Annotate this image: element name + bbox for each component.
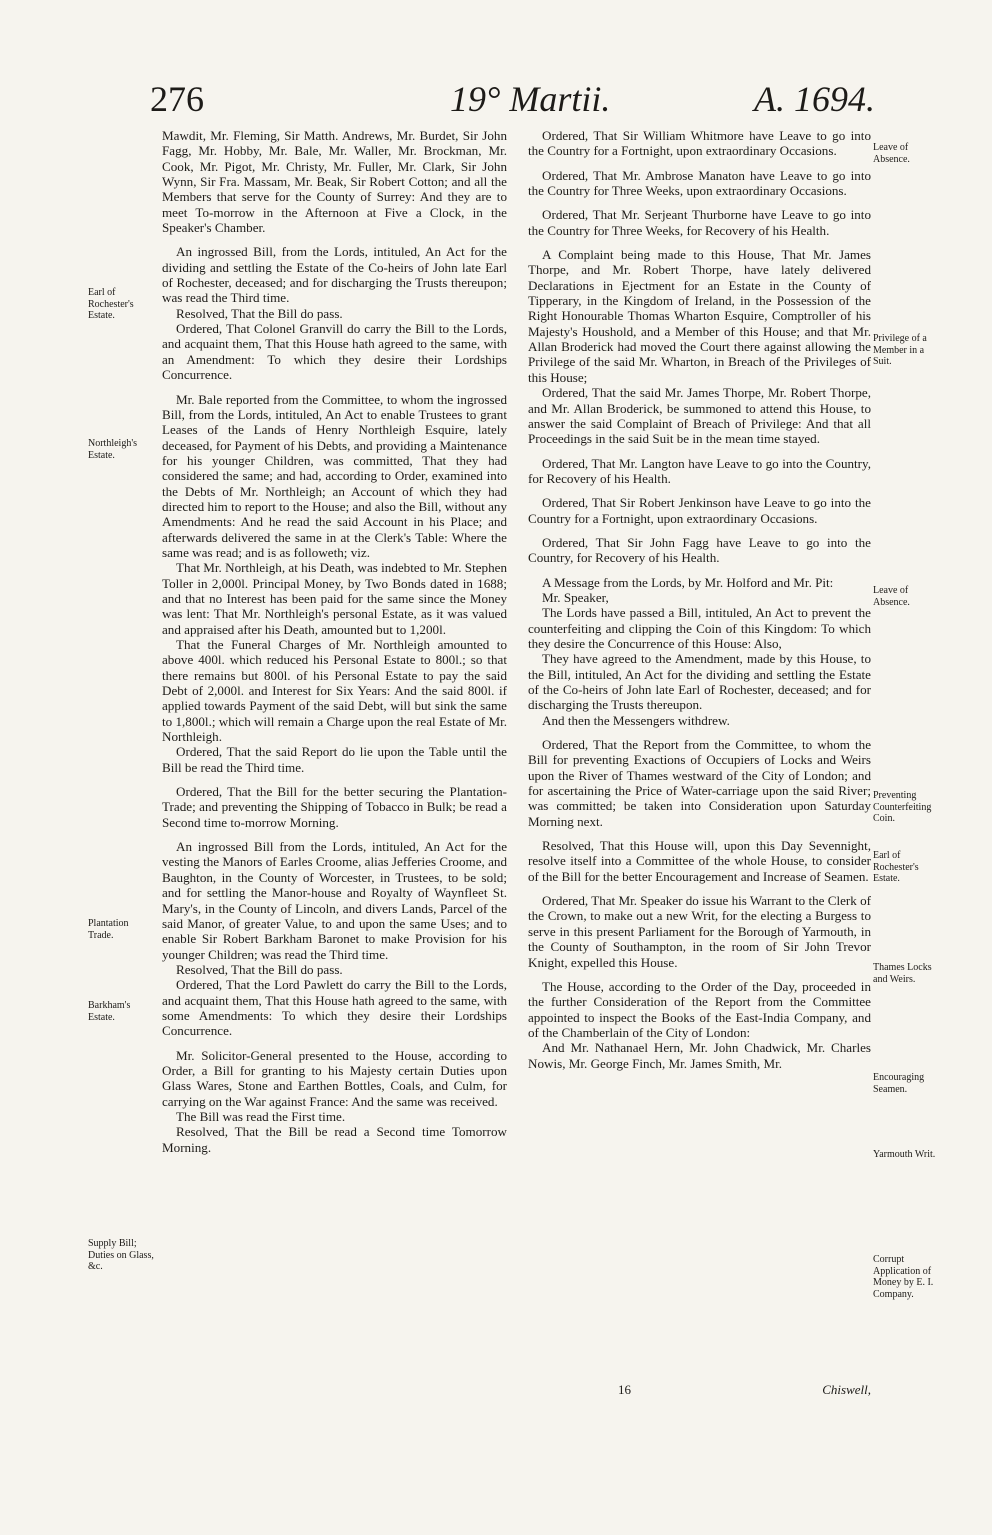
- margin-note-east-india: Corrupt Application of Money by E. I. Company.: [873, 1254, 934, 1300]
- paragraph: Ordered, That the Bill for the better securing the Plantation-Trade; and preventing the Shipping of Tobacco in Bulk; be read a Second time to-morrow Morning.: [162, 784, 507, 830]
- paragraph: Mr. Bale reported from the Committee, to whom the ingrossed Bill, from the Lords, intituled, An Act to enable Trustees to grant Leases of the Lands of Henry Northleigh Esquire, lately deceased, for Payment of his Debts, and providing a Maintenance for his younger Children, was committed, That they had considered the same; and had, according to Order, examined into the Debts of Mr. Northleigh; an Account of which they had directed him to report to the House; and also the Bill, without any Amendments: And he read the said Account in his Place; and afterwards delivered the same in at the Clerk's Table: Where the same was read; and is as followeth; viz.: [162, 391, 507, 560]
- margin-note-rochester-estate-2: Earl of Rochester's Estate.: [873, 850, 919, 884]
- paragraph: That Mr. Northleigh, at his Death, was indebted to Mr. Stephen Toller in 2,000l. Principal Money, by Two Bonds dated in 1688; and that no Interest has been paid for the same since the Money was lent: That Mr. Northleigh's personal Estate, as it was valued and appraised after his Death, amounted but to 1,200l.: [162, 560, 507, 637]
- paragraph: Ordered, That Mr. Langton have Leave to go into the Country, for Recovery of his Health.: [528, 455, 871, 486]
- margin-note-leave-absence-2: Leave of Absence.: [873, 585, 910, 608]
- paragraph: Ordered, That Sir John Fagg have Leave to go into the Country, for Recovery of his Health.: [528, 534, 871, 566]
- paragraph: Ordered, That Colonel Granvill do carry the Bill to the Lords, and acquaint them, That this House hath agreed to the same, with an Amendment: To which they desire their Lordships Concurrence.: [162, 321, 507, 383]
- margin-note-privilege: Privilege of a Member in a Suit.: [873, 333, 927, 367]
- paragraph: An ingrossed Bill, from the Lords, intituled, An Act for the dividing and settling the Estate of the Co-heirs of John late Earl of Rochester, deceased; and for discharging the Trusts thereupon; was read the Third time.: [162, 244, 507, 306]
- right-column: [528, 128, 871, 1071]
- paragraph: They have agreed to the Amendment, made by this House, to the Bill, intituled, An Act for the dividing and settling the Estate of the Co-heirs of John late Earl of Rochester, deceased; and for discharging the Trusts thereupon.: [528, 651, 871, 713]
- page-header: [150, 78, 875, 124]
- paragraph: Resolved, That the Bill do pass.: [176, 305, 343, 321]
- paragraph: The Bill was read the First time.: [176, 1108, 346, 1124]
- paragraph: And then the Messengers withdrew.: [542, 712, 730, 728]
- paragraph: Ordered, That the Report from the Committee, to whom the Bill for preventing Exactions of Occupiers of Locks and Weirs upon the River of Thames westward of the City of London; and for ascertaining the Price of Water-carriage upon the said River; was committed; be taken into Consideration upon Saturday Morning next.: [528, 737, 871, 829]
- catchword: Chiswell,: [822, 1382, 871, 1397]
- page-date: 19° Martii.: [450, 79, 611, 119]
- margin-note-barkham-estate: Barkham's Estate.: [88, 1000, 131, 1023]
- paragraph: Mr. Speaker,: [542, 589, 609, 605]
- margin-note-seamen: Encouraging Seamen.: [873, 1072, 925, 1095]
- margin-note-rochester-estate: Earl of Rochester's Estate.: [88, 287, 134, 321]
- paragraph: The House, according to the Order of the Day, proceeded in the further Consideration of the Report from the Committee appointed to inspect the Books of the East-India Company, and of the Chamberlain of the City of London:: [528, 978, 871, 1040]
- paragraph: That the Funeral Charges of Mr. Northleigh amounted to above 400l. which reduced his Personal Estate to 800l.; so that there remains but 800l. of his Personal Estate to pay the said Debt of 2,000l. and Interest for Six Years: And the said 800l. if applied towards Payment of the said Debt, will but sink the same to 1,800l.; which will remain a Charge upon the real Estate of Mr. Northleigh.: [162, 637, 507, 745]
- signature-mark: 16: [618, 1382, 631, 1397]
- page-number: 276: [150, 79, 204, 119]
- margin-note-supply-bill: Supply Bill; Duties on Glass, &c.: [88, 1238, 154, 1272]
- paragraph: Mawdit, Mr. Fleming, Sir Matth. Andrews, Mr. Burdet, Sir John Fagg, Mr. Hobby, Mr. Bale, Mr. Waller, Mr. Brockman, Mr. Cook, Mr. Pigot, Mr. Christy, Mr. Fuller, Mr. Clark, Sir John Wynn, Sir Fra. Massam, Mr. Beak, Sir Robert Cotton; and all the Members that serve for the County of Surrey: And they are to meet To-morrow in the Afternoon at Five a Clock, in the Speaker's Chamber.: [162, 128, 507, 236]
- paragraph: Ordered, That Sir Robert Jenkinson have Leave to go into the Country for a Fortnight, upon extraordinary Occasions.: [528, 495, 871, 526]
- paragraph: Mr. Solicitor-General presented to the House, according to Order, a Bill for granting to his Majesty certain Duties upon Glass Wares, Stone and Earthen Bottles, Coals, and Culm, for carrying on the War against France: And the same was received.: [162, 1047, 507, 1109]
- margin-note-yarmouth: Yarmouth Writ.: [873, 1149, 936, 1160]
- paragraph: And Mr. Nathanael Hern, Mr. John Chadwick, Mr. Charles Nowis, Mr. George Finch, Mr. James Smith, Mr.: [528, 1040, 871, 1071]
- margin-note-plantation-trade: Plantation Trade.: [88, 918, 129, 941]
- margin-note-leave-absence-1: Leave of Absence.: [873, 142, 910, 165]
- paragraph: Ordered, That the Lord Pawlett do carry the Bill to the Lords, and acquaint them, That this House hath agreed to the same, with some Amendments: To which they desire their Lordships Concurrence.: [162, 977, 507, 1039]
- paragraph: Resolved, That the Bill do pass.: [176, 961, 343, 977]
- margin-note-thames: Thames Locks and Weirs.: [873, 962, 932, 985]
- paragraph: A Complaint being made to this House, That Mr. James Thorpe, and Mr. Robert Thorpe, have lately delivered Declarations in Ejectment for an Estate in the County of Tipperary, in the Kingdom of Ireland, in the Possession of the Right Honourable Thomas Wharton Esquire, Comptroller of his Majesty's Houshold, and a Member of this House; and that Mr. Allan Broderick had moved the Court there against allowing the Privilege of the said Mr. Wharton, in Breach of the Privileges of this House;: [528, 247, 871, 385]
- paragraph: The Lords have passed a Bill, intituled, An Act to prevent the counterfeiting and clipping the Coin of this Kingdom: To which they desire the Concurrence of this House: Also,: [528, 605, 871, 651]
- left-column: [162, 128, 507, 1155]
- paragraph: Resolved, That this House will, upon this Day Sevennight, resolve itself into a Committee of the whole House, to consider of the Bill for the better Encouragement and Increase of Seamen.: [528, 838, 871, 884]
- margin-note-counterfeiting: Preventing Counterfeiting Coin.: [873, 790, 932, 824]
- paragraph: An ingrossed Bill from the Lords, intituled, An Act for the vesting the Manors of Earles Croome, alias Jefferies Croome, and Baughton, in the County of Worcester, in Trustees, to be sold; and for settling the Manor-house and Royalty of Waynfleet St. Mary's, in the County of Lincoln, and divers Lands, Parcel of the said Manor, of greater Value, to and upon the same Uses; and to enable Sir Robert Barkham Baronet to make Provision for his younger Children; was read the Third time.: [162, 839, 507, 962]
- paragraph: Ordered, That Mr. Ambrose Manaton have Leave to go into the Country for Three Weeks, upon extraordinary Occasions.: [528, 167, 871, 199]
- paragraph: Ordered, That Mr. Serjeant Thurborne have Leave to go into the Country for Three Weeks, for Recovery of his Health.: [528, 207, 871, 238]
- paragraph: Ordered, That the said Mr. James Thorpe, Mr. Robert Thorpe, and Mr. Allan Broderick, be summoned to attend this House, to answer the said Complaint of Breach of Privilege: And that all Proceedings in the said Suit be in the mean time stayed.: [528, 385, 871, 447]
- paragraph: Ordered, That the said Report do lie upon the Table until the Bill be read the Third time.: [162, 744, 507, 775]
- page-year: A. 1694.: [754, 79, 875, 119]
- paragraph: Ordered, That Mr. Speaker do issue his Warrant to the Clerk of the Crown, to make out a new Writ, for the electing a Burgess to serve in this present Parliament for the Borough of Yarmouth, in the County of Southampton, in the room of Sir John Trevor Knight, expelled this House.: [528, 893, 871, 970]
- margin-note-northleigh-estate: Northleigh's Estate.: [88, 438, 138, 461]
- paragraph: Ordered, That Sir William Whitmore have Leave to go into the Country for a Fortnight, upon extraordinary Occasions.: [528, 128, 871, 159]
- paragraph: Resolved, That the Bill be read a Second time Tomorrow Morning.: [162, 1124, 507, 1155]
- paragraph: A Message from the Lords, by Mr. Holford and Mr. Pit:: [542, 574, 834, 590]
